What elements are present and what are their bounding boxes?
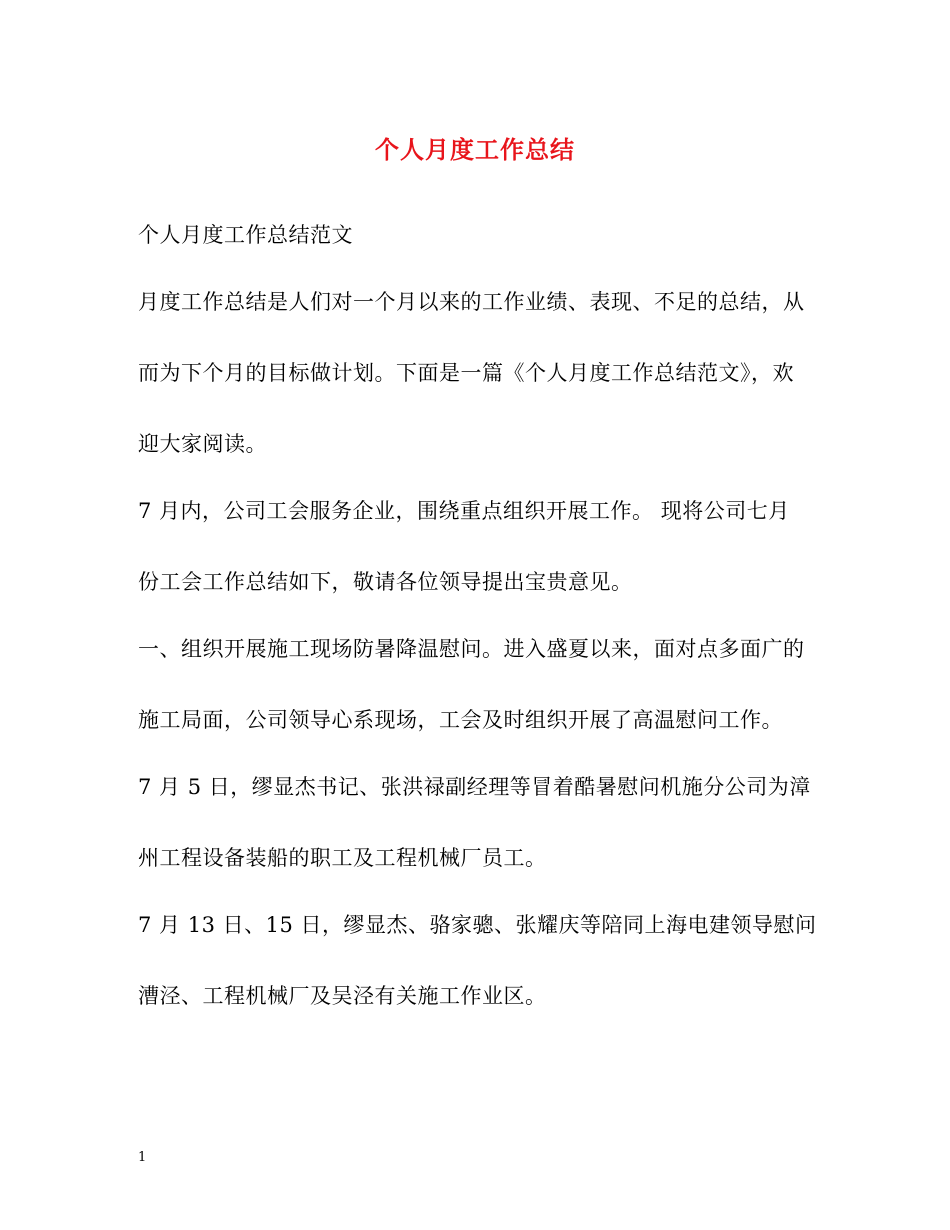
body-line: 7 月 5 日，缪显杰书记、张洪禄副经理等冒着酷暑慰问机施分公司为漳	[138, 775, 811, 799]
document-body	[138, 218, 818, 1013]
body-line: 一、组织开展施工现场防暑降温慰问。进入盛夏以来，面对点多面广的	[138, 637, 805, 661]
body-line: 7 月内，公司工会服务企业，围绕重点组织开展工作。 现将公司七月	[138, 499, 790, 523]
body-line: 个人月度工作总结范文	[138, 223, 353, 247]
body-line: 7 月 13 日、15 日，缪显杰、骆家骢、张耀庆等陪同上海电建领导慰问	[138, 913, 817, 937]
body-line: 州工程设备装船的职工及工程机械厂员工。	[138, 846, 547, 870]
document-title: 个人月度工作总结	[375, 135, 575, 164]
body-line: 施工局面，公司领导心系现场，工会及时组织开展了高温慰问工作。	[138, 708, 783, 732]
page-number: 1	[138, 1150, 147, 1165]
body-line: 迎大家阅读。	[138, 432, 267, 456]
body-line: 月度工作总结是人们对一个月以来的工作业绩、表现、不足的总结，从	[138, 290, 805, 314]
body-line: 而为下个月的目标做计划。下面是一篇《个人月度工作总结范文》，欢	[138, 361, 794, 385]
body-line: 份工会工作总结如下，敬请各位领导提出宝贵意见。	[138, 570, 633, 594]
body-line: 漕泾、工程机械厂及吴泾有关施工作业区。	[138, 984, 547, 1008]
